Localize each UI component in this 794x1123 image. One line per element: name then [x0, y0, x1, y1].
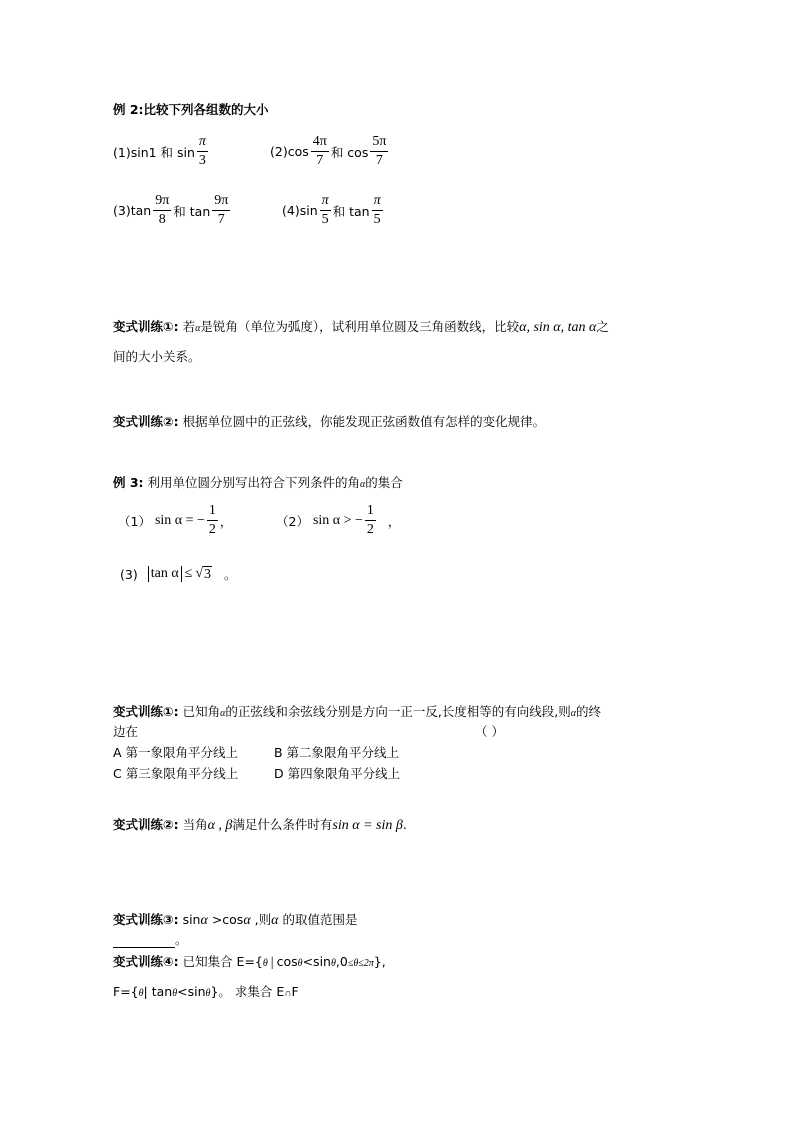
blank	[113, 935, 175, 948]
fraction: $\frac{\pi}{5}$	[321, 193, 329, 227]
example-2-title: 例 2:比较下列各组数的大小	[113, 102, 269, 117]
fraction: $\frac{1}{2}$	[208, 503, 216, 537]
ex3-condition-1: （1） sin α = − $\frac{1}{2}$ ，	[118, 503, 233, 537]
variant-6-line1: 变式训练④: 已知集合 E={θ | cosθ<sinθ,0≤θ≤2π},	[113, 954, 386, 970]
variant-2: 变式训练②: 根据单位圆中的正弦线，你能发现正弦函数值有怎样的变化规律。	[113, 414, 546, 429]
variant-1-line2: 间的大小关系。	[113, 349, 201, 364]
option-a: A 第一象限角平分线上	[113, 745, 239, 760]
fraction: $\frac{9\pi}{8}$	[155, 193, 170, 227]
sqrt-symbol: √ 3	[195, 566, 212, 582]
variant-6-line2: F={θ| tanθ<sinθ}。 求集合 E∩F	[113, 984, 299, 999]
fraction: $\frac{\pi}{5}$	[373, 193, 381, 227]
fraction: $\frac{1}{2}$	[366, 503, 374, 537]
variant-5: 变式训练③: sinα >cosα ,则α 的取值范围是	[113, 912, 358, 928]
option-c: C 第三象限角平分线上	[113, 766, 239, 781]
variant-4: 变式训练②: 当角α , β满足什么条件时有sin α = sin β.	[113, 817, 407, 833]
fraction: $\frac{9\pi}{7}$	[214, 193, 229, 227]
variant-1-line1: 变式训练①: 若α是锐角（单位为弧度），试利用单位圆及三角函数线，比较α, sin α, tan α之	[113, 319, 609, 335]
ex3-condition-3: (3) tan α ≤ √ 3 。	[120, 566, 237, 582]
ex2-item-2: (2)cos $\frac{4\pi}{7}$ 和 cos $\frac{5\pi}{7}$	[270, 134, 387, 168]
variant-3-line1: 变式训练①: 已知角α的正弦线和余弦线分别是方向一正一反,长度相等的有向线段,则α的终	[113, 704, 602, 719]
ex2-item-1: (1)sin1 和 sin $\frac{\pi}{3}$	[113, 134, 206, 168]
answer-blank-line: 。	[113, 930, 188, 948]
fraction: $\frac{5\pi}{7}$	[372, 134, 387, 168]
variant-3-line2: 边在	[113, 724, 139, 739]
fraction: $\frac{4\pi}{7}$	[312, 134, 327, 168]
fraction: $\frac{\pi}{3}$	[198, 134, 206, 168]
ex2-item-3: (3)tan $\frac{9\pi}{8}$ 和 tan $\frac{9\pi}{7}$	[113, 193, 229, 227]
example-3-title: 例 3: 利用单位圆分别写出符合下列条件的角α的集合	[113, 475, 403, 490]
option-d: D 第四象限角平分线上	[274, 766, 401, 781]
ex3-condition-2: （2） sin α > − $\frac{1}{2}$ ，	[276, 503, 401, 537]
answer-parentheses: （ ）	[475, 724, 504, 739]
option-b: B 第二象限角平分线上	[274, 745, 400, 760]
ex2-item-4: (4)sin $\frac{\pi}{5}$ 和 tan $\frac{\pi}{5}$	[282, 193, 381, 227]
